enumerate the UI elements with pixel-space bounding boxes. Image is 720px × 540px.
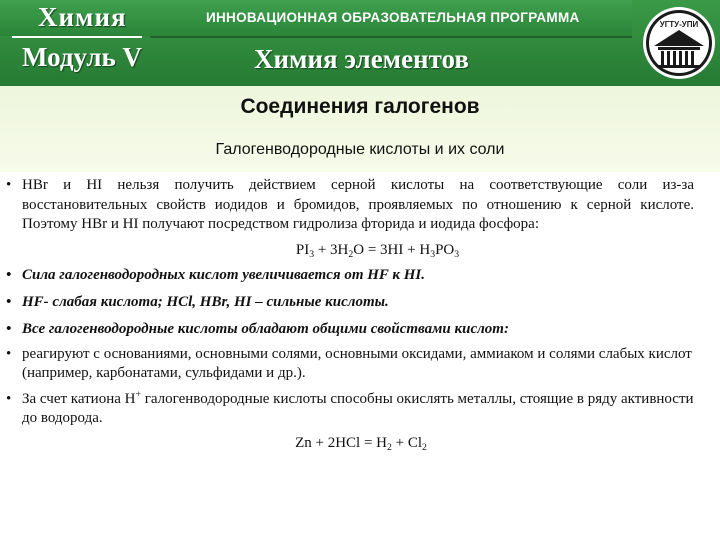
slide-subtitle: Галогенводородные кислоты и их соли bbox=[215, 141, 505, 158]
header-divider bbox=[150, 36, 632, 38]
equation-zinc: $Zn + 2HCl = H_2 + Cl_2$ bbox=[295, 434, 427, 453]
bullet-item bbox=[6, 316, 694, 343]
bullet-icon: • bbox=[6, 266, 12, 283]
bullet-text: HF- слабая кислота; HCl, HBr, HI – сильные кислоты. bbox=[22, 293, 389, 310]
bullet-text: За счет катиона H+ галогенводородные кислоты способны окислять металлы, стоящие в ряду активности до водорода. bbox=[22, 388, 694, 426]
section-title: Химия элементов bbox=[254, 44, 469, 74]
slide-content bbox=[6, 176, 694, 452]
header-left-rule bbox=[12, 36, 142, 38]
bullet-item bbox=[6, 289, 694, 316]
bullet-item bbox=[6, 390, 694, 429]
program-title: ИННОВАЦИОННАЯ ОБРАЗОВАТЕЛЬНАЯ ПРОГРАММА bbox=[206, 10, 580, 25]
module-title: Модуль V bbox=[22, 42, 143, 72]
slide-header bbox=[0, 0, 720, 86]
bullet-text: Сила галогенводородных кислот увеличивается от HF к HI. bbox=[22, 266, 426, 283]
bullet-icon: • bbox=[6, 293, 12, 310]
bullet-item bbox=[6, 262, 694, 289]
course-title: Химия bbox=[38, 2, 127, 32]
bullet-icon: • bbox=[6, 320, 12, 337]
equation-phosphorus: $PI_3 + 3H_2O = 3HI + H_3PO_3$ bbox=[295, 241, 460, 260]
logo-text: УГТУ-УПИ bbox=[659, 20, 699, 29]
bullet-icon: • bbox=[6, 390, 12, 407]
university-logo bbox=[640, 2, 718, 84]
bullet-text: HBr и HI нельзя получить действием серной кислоты на соответствующие соли из-за восстановительных свойств иодидов и бромидов, проявляемых по отношению к серной кислоте. Поэтому HBr и HI получают посредством гидролиза фторида и иодида фосфора: bbox=[22, 177, 694, 232]
bullet-text: Все галогенводородные кислоты обладают общими свойствами кислот: bbox=[22, 320, 509, 337]
bullet-item bbox=[6, 345, 694, 384]
bullet-text: реагируют с основаниями, основными солями, основными оксидами, аммиаком и солями слабых кислот (например, карбонатами, сульфидами и др.). bbox=[22, 345, 692, 381]
bullet-icon: • bbox=[6, 177, 12, 193]
slide-title: Соединения галогенов bbox=[240, 95, 480, 118]
bullet-icon: • bbox=[6, 345, 12, 362]
bullet-item bbox=[6, 176, 694, 235]
